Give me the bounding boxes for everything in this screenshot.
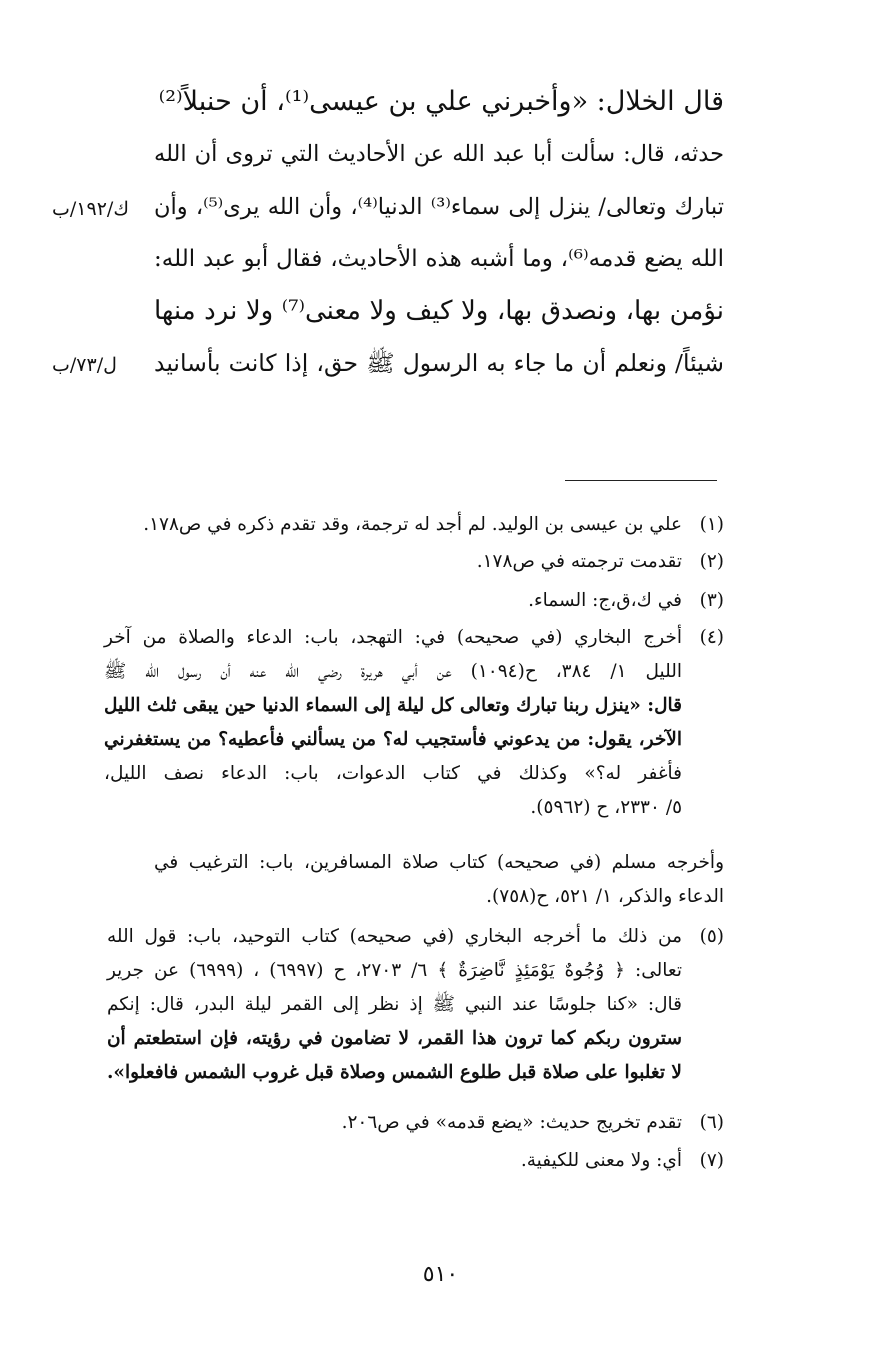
footnote-line: علي بن عيسى بن الوليد. لم أجد له ترجمة، وقد تقدم ذكره في ص١٧٨. <box>143 514 682 535</box>
footnote-line: سترون ربكم كما ترون هذا القمر، لا تضامون في رؤيته، فإن استطعتم أن <box>106 1028 682 1049</box>
footnote-line: أخرج البخاري (في صحيحه) في: التهجد، باب: الدعاء والصلاة من آخر <box>104 627 682 648</box>
main-text-line-5: نؤمن بها، ونصدق بها، ولا كيف ولا معنى⁽⁷⁾ ولا نرد منها <box>154 296 724 326</box>
footnote-number: (٦) <box>699 1112 724 1133</box>
footnote-line: الآخر، يقول: من يدعوني فأستجيب له؟ من يسألني فأعطيه؟ من يستغفرني <box>104 729 682 750</box>
footnote-line: وأخرجه مسلم (في صحيحه) كتاب صلاة المسافرين، باب: الترغيب في <box>154 852 724 873</box>
main-text-line-3: تبارك وتعالى/ ينزل إلى سماء⁽³⁾ الدنيا⁽⁴⁾، وأن الله يرى⁽⁵⁾، وأن <box>154 194 724 220</box>
footnote-3 <box>154 584 724 618</box>
footnote-5 <box>106 920 724 1090</box>
footnote-1 <box>143 508 724 542</box>
footnote-line: ٥/ ٢٣٣٠، ح (٥٩٦٢). <box>530 797 682 818</box>
main-text-line-6: شيئاً/ ونعلم أن ما جاء به الرسول ﷺ حق، إذا كانت بأسانيد <box>154 349 724 377</box>
footnote-separator <box>565 480 717 481</box>
footnote-4-continued <box>154 846 724 914</box>
footnote-line: تقدمت ترجمته في ص١٧٨. <box>476 551 682 572</box>
margin-note-l73b: ل/٧٣/ب <box>52 354 117 376</box>
footnote-line: الدعاء والذكر، ١/ ٥٢١، ح(٧٥٨). <box>486 886 724 907</box>
footnote-line: فأغفر له؟» وكذلك في كتاب الدعوات، باب: الدعاء نصف الليل، <box>104 763 682 784</box>
footnote-number: (١) <box>699 514 724 535</box>
footnote-number: (٥) <box>699 926 724 947</box>
footnote-line: من ذلك ما أخرجه البخاري (في صحيحه) كتاب التوحيد، باب: قول الله <box>106 926 682 947</box>
footnote-line: أي: ولا معنى للكيفية. <box>520 1150 682 1171</box>
footnote-line: تقدم تخريج حديث: «يضع قدمه» في ص٢٠٦. <box>341 1112 682 1133</box>
main-text-line-4: الله يضع قدمه⁽⁶⁾، وما أشبه هذه الأحاديث، فقال أبو عبد الله: <box>154 246 725 272</box>
footnote-6 <box>154 1106 724 1140</box>
page-number: ٥١٠ <box>422 1262 459 1287</box>
footnote-line: تعالى: ﴿ وُجُوهٌ يَوْمَئِذٍ نَّاضِرَةٌ ﴾ ٦/ ٢٧٠٣، ح (٦٩٩٧) ، (٦٩٩٩) عن جرير <box>106 960 682 981</box>
footnote-4 <box>104 621 724 825</box>
footnote-2 <box>154 545 724 579</box>
footnote-line: في ك،ق،ج: السماء. <box>528 590 682 611</box>
footnote-number: (٣) <box>699 590 724 611</box>
footnote-line: قال: «كنا جلوسًا عند النبي ﷺ إذ نظر إلى القمر ليلة البدر، قال: إنكم <box>106 994 682 1015</box>
footnote-line: قال: «ينزل ربنا تبارك وتعالى كل ليلة إلى السماء الدنيا حين يبقى ثلث الليل <box>104 695 682 716</box>
footnote-line: الليل ١/ ٣٨٤، ح(١٠٩٤) عن أبي هريرة رضي الله عنه أن رسول الله ﷺ <box>104 661 682 682</box>
main-text-line-2: حدثه، قال: سألت أبا عبد الله عن الأحاديث التي تروى أن الله <box>154 141 724 167</box>
footnote-line: لا تغلبوا على صلاة قبل طلوع الشمس وصلاة قبل غروب الشمس فافعلوا». <box>106 1062 682 1083</box>
footnote-number: (٢) <box>699 551 724 572</box>
margin-note-k192b: ك/١٩٢/ب <box>52 198 129 220</box>
main-text-line-1: قال الخلال: «وأخبرني علي بن عيسى⁽¹⁾، أن حنبلاً⁽²⁾ <box>158 86 724 117</box>
footnote-number: (٧) <box>699 1150 724 1171</box>
footnote-number: (٤) <box>699 627 724 648</box>
footnote-7 <box>154 1144 724 1178</box>
